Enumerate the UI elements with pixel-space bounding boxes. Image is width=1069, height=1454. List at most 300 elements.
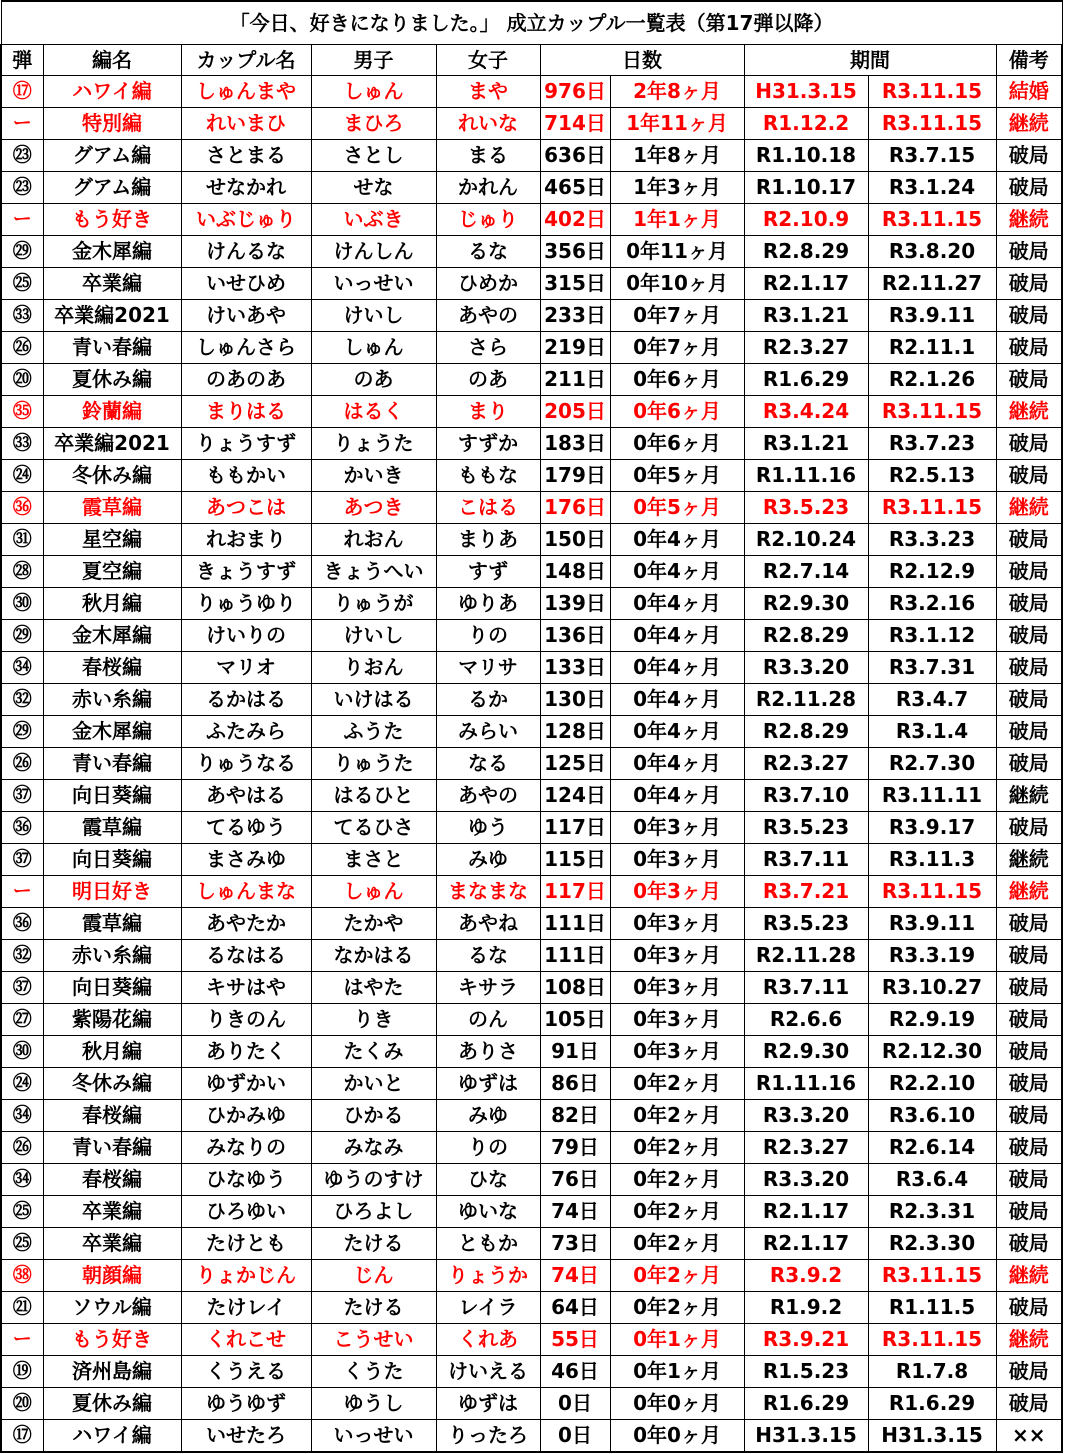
cell-days: 176日 bbox=[540, 492, 610, 524]
cell-span: 0年3ヶ月 bbox=[610, 876, 744, 908]
cell-end: R3.1.12 bbox=[868, 620, 996, 652]
cell-start: R3.3.20 bbox=[744, 652, 868, 684]
cell-start: R1.6.29 bbox=[744, 364, 868, 396]
cell-couple: たけとも bbox=[181, 1228, 311, 1260]
cell-hen: 冬休み編 bbox=[43, 1068, 181, 1100]
cell-hen: 夏休み編 bbox=[43, 1388, 181, 1420]
cell-girl: みゆ bbox=[436, 1100, 540, 1132]
cell-span: 0年4ヶ月 bbox=[610, 652, 744, 684]
cell-girl: まなまな bbox=[436, 876, 540, 908]
cell-notes: 破局 bbox=[996, 140, 1062, 172]
cell-notes: 破局 bbox=[996, 1068, 1062, 1100]
cell-dan: ㉕ bbox=[1, 268, 43, 300]
cell-boy: さとし bbox=[311, 140, 436, 172]
cell-span: 0年3ヶ月 bbox=[610, 940, 744, 972]
cell-span: 0年2ヶ月 bbox=[610, 1132, 744, 1164]
cell-couple: あやはる bbox=[181, 780, 311, 812]
cell-end: R3.11.15 bbox=[868, 204, 996, 236]
cell-notes: 破局 bbox=[996, 972, 1062, 1004]
cell-start: R2.11.28 bbox=[744, 940, 868, 972]
cell-start: R2.9.30 bbox=[744, 588, 868, 620]
table-row bbox=[1, 1100, 1062, 1132]
cell-hen: 青い春編 bbox=[43, 332, 181, 364]
cell-couple: ひかみゆ bbox=[181, 1100, 311, 1132]
cell-hen: 秋月編 bbox=[43, 588, 181, 620]
cell-notes: 継続 bbox=[996, 204, 1062, 236]
cell-start: R1.10.18 bbox=[744, 140, 868, 172]
cell-notes: 破局 bbox=[996, 908, 1062, 940]
cell-start: H31.3.15 bbox=[744, 1420, 868, 1453]
cell-couple: せなかれ bbox=[181, 172, 311, 204]
cell-boy: いけはる bbox=[311, 684, 436, 716]
header-girl: 女子 bbox=[436, 45, 540, 76]
cell-notes: 結婚 bbox=[996, 76, 1062, 108]
cell-start: R2.11.28 bbox=[744, 684, 868, 716]
cell-notes: 破局 bbox=[996, 716, 1062, 748]
cell-start: R2.10.9 bbox=[744, 204, 868, 236]
cell-hen: 青い春編 bbox=[43, 748, 181, 780]
cell-hen: 向日葵編 bbox=[43, 844, 181, 876]
cell-days: 74日 bbox=[540, 1260, 610, 1292]
cell-days: 356日 bbox=[540, 236, 610, 268]
header-days: 日数 bbox=[540, 45, 744, 76]
cell-days: 79日 bbox=[540, 1132, 610, 1164]
cell-span: 0年2ヶ月 bbox=[610, 1228, 744, 1260]
cell-hen: 青い春編 bbox=[43, 1132, 181, 1164]
cell-boy: てるひさ bbox=[311, 812, 436, 844]
table-row bbox=[1, 1228, 1062, 1260]
cell-girl: ゆりあ bbox=[436, 588, 540, 620]
cell-dan: ㉓ bbox=[1, 172, 43, 204]
cell-dan: ㉓ bbox=[1, 140, 43, 172]
cell-couple: るかはる bbox=[181, 684, 311, 716]
cell-notes: 破局 bbox=[996, 1100, 1062, 1132]
cell-notes: 破局 bbox=[996, 1356, 1062, 1388]
cell-span: 0年3ヶ月 bbox=[610, 1036, 744, 1068]
cell-boy: しゅん bbox=[311, 76, 436, 108]
cell-days: 55日 bbox=[540, 1324, 610, 1356]
table-row bbox=[1, 1292, 1062, 1324]
cell-couple: まりはる bbox=[181, 396, 311, 428]
table-row bbox=[1, 1260, 1062, 1292]
cell-span: 0年2ヶ月 bbox=[610, 1100, 744, 1132]
cell-couple: ひなゆう bbox=[181, 1164, 311, 1196]
cell-days: 130日 bbox=[540, 684, 610, 716]
cell-start: R2.9.30 bbox=[744, 1036, 868, 1068]
cell-dan: ⑰ bbox=[1, 76, 43, 108]
cell-end: R3.11.15 bbox=[868, 76, 996, 108]
table-row bbox=[1, 1196, 1062, 1228]
cell-hen: ハワイ編 bbox=[43, 76, 181, 108]
cell-start: R2.8.29 bbox=[744, 236, 868, 268]
cell-notes: 破局 bbox=[996, 1132, 1062, 1164]
table-row bbox=[1, 1164, 1062, 1196]
cell-girl: るか bbox=[436, 684, 540, 716]
cell-couple: けいりの bbox=[181, 620, 311, 652]
cell-boy: こうせい bbox=[311, 1324, 436, 1356]
cell-hen: 金木犀編 bbox=[43, 716, 181, 748]
cell-start: R1.6.29 bbox=[744, 1388, 868, 1420]
cell-couple: りょかじん bbox=[181, 1260, 311, 1292]
cell-dan: ㉞ bbox=[1, 652, 43, 684]
cell-dan: ⑲ bbox=[1, 1356, 43, 1388]
cell-dan: ー bbox=[1, 876, 43, 908]
cell-start: R1.11.16 bbox=[744, 1068, 868, 1100]
cell-girl: ももな bbox=[436, 460, 540, 492]
cell-hen: 春桜編 bbox=[43, 1164, 181, 1196]
cell-notes: 破局 bbox=[996, 588, 1062, 620]
cell-hen: 金木犀編 bbox=[43, 236, 181, 268]
cell-couple: けいあや bbox=[181, 300, 311, 332]
cell-boy: せな bbox=[311, 172, 436, 204]
cell-notes: 破局 bbox=[996, 812, 1062, 844]
cell-start: H31.3.15 bbox=[744, 76, 868, 108]
cell-span: 0年4ヶ月 bbox=[610, 748, 744, 780]
cell-dan: ㉞ bbox=[1, 1164, 43, 1196]
cell-days: 179日 bbox=[540, 460, 610, 492]
cell-days: 211日 bbox=[540, 364, 610, 396]
cell-notes: 継続 bbox=[996, 1324, 1062, 1356]
cell-end: R2.3.30 bbox=[868, 1228, 996, 1260]
cell-span: 0年3ヶ月 bbox=[610, 812, 744, 844]
cell-boy: りき bbox=[311, 1004, 436, 1036]
cell-boy: ひろよし bbox=[311, 1196, 436, 1228]
cell-span: 0年1ヶ月 bbox=[610, 1356, 744, 1388]
cell-start: R3.5.23 bbox=[744, 908, 868, 940]
cell-end: R3.9.11 bbox=[868, 908, 996, 940]
cell-couple: くれこせ bbox=[181, 1324, 311, 1356]
cell-days: 64日 bbox=[540, 1292, 610, 1324]
table-row bbox=[1, 1356, 1062, 1388]
cell-notes: 継続 bbox=[996, 396, 1062, 428]
table-row bbox=[1, 1132, 1062, 1164]
cell-span: 1年1ヶ月 bbox=[610, 204, 744, 236]
cell-boy: じん bbox=[311, 1260, 436, 1292]
table-title: 「今日、好きになりました。」 成立カップル一覧表（第17弾以降） bbox=[1, 1, 1062, 45]
cell-span: 0年6ヶ月 bbox=[610, 396, 744, 428]
cell-couple: いせたろ bbox=[181, 1420, 311, 1453]
cell-notes: ×× bbox=[996, 1420, 1062, 1453]
table-row bbox=[1, 844, 1062, 876]
cell-dan: ㉜ bbox=[1, 940, 43, 972]
cell-couple: キサはや bbox=[181, 972, 311, 1004]
cell-span: 1年8ヶ月 bbox=[610, 140, 744, 172]
cell-start: R1.5.23 bbox=[744, 1356, 868, 1388]
cell-span: 0年4ヶ月 bbox=[610, 780, 744, 812]
header-row bbox=[1, 45, 1062, 76]
table-row bbox=[1, 300, 1062, 332]
cell-dan: ㉙ bbox=[1, 236, 43, 268]
cell-hen: グアム編 bbox=[43, 172, 181, 204]
cell-girl: りったろ bbox=[436, 1420, 540, 1453]
cell-girl: あやの bbox=[436, 780, 540, 812]
cell-hen: 卒業編 bbox=[43, 268, 181, 300]
cell-notes: 破局 bbox=[996, 428, 1062, 460]
cell-couple: しゅんさら bbox=[181, 332, 311, 364]
table-row bbox=[1, 972, 1062, 1004]
cell-span: 0年5ヶ月 bbox=[610, 492, 744, 524]
cell-span: 0年2ヶ月 bbox=[610, 1292, 744, 1324]
table-row bbox=[1, 716, 1062, 748]
cell-boy: かいき bbox=[311, 460, 436, 492]
cell-span: 2年8ヶ月 bbox=[610, 76, 744, 108]
cell-end: R3.9.17 bbox=[868, 812, 996, 844]
cell-days: 91日 bbox=[540, 1036, 610, 1068]
cell-dan: ⑳ bbox=[1, 1388, 43, 1420]
cell-couple: ゆうゆず bbox=[181, 1388, 311, 1420]
cell-couple: ももかい bbox=[181, 460, 311, 492]
cell-hen: 春桜編 bbox=[43, 652, 181, 684]
cell-days: 219日 bbox=[540, 332, 610, 364]
cell-end: R3.7.31 bbox=[868, 652, 996, 684]
cell-start: R3.7.11 bbox=[744, 844, 868, 876]
cell-span: 0年3ヶ月 bbox=[610, 1004, 744, 1036]
cell-end: R2.2.10 bbox=[868, 1068, 996, 1100]
cell-hen: グアム編 bbox=[43, 140, 181, 172]
cell-hen: 秋月編 bbox=[43, 1036, 181, 1068]
cell-notes: 破局 bbox=[996, 332, 1062, 364]
cell-days: 0日 bbox=[540, 1420, 610, 1453]
cell-end: R3.11.11 bbox=[868, 780, 996, 812]
cell-dan: ㉕ bbox=[1, 1196, 43, 1228]
cell-girl: すず bbox=[436, 556, 540, 588]
cell-start: R3.9.2 bbox=[744, 1260, 868, 1292]
cell-span: 0年11ヶ月 bbox=[610, 236, 744, 268]
cell-end: R3.4.7 bbox=[868, 684, 996, 716]
cell-notes: 破局 bbox=[996, 524, 1062, 556]
cell-girl: まりあ bbox=[436, 524, 540, 556]
cell-dan: ー bbox=[1, 1324, 43, 1356]
cell-dan: ㉙ bbox=[1, 716, 43, 748]
cell-boy: ひかる bbox=[311, 1100, 436, 1132]
table-row bbox=[1, 876, 1062, 908]
cell-boy: たかや bbox=[311, 908, 436, 940]
cell-start: R3.3.20 bbox=[744, 1100, 868, 1132]
cell-hen: 向日葵編 bbox=[43, 972, 181, 1004]
cell-dan: ー bbox=[1, 204, 43, 236]
cell-girl: ひな bbox=[436, 1164, 540, 1196]
cell-boy: いっせい bbox=[311, 268, 436, 300]
cell-span: 0年10ヶ月 bbox=[610, 268, 744, 300]
cell-end: R2.11.1 bbox=[868, 332, 996, 364]
cell-notes: 破局 bbox=[996, 460, 1062, 492]
cell-boy: はるひと bbox=[311, 780, 436, 812]
cell-days: 128日 bbox=[540, 716, 610, 748]
cell-days: 111日 bbox=[540, 908, 610, 940]
cell-start: R2.3.27 bbox=[744, 748, 868, 780]
cell-start: R2.1.17 bbox=[744, 1228, 868, 1260]
cell-end: R2.6.14 bbox=[868, 1132, 996, 1164]
cell-hen: 霞草編 bbox=[43, 492, 181, 524]
cell-start: R1.10.17 bbox=[744, 172, 868, 204]
table-row bbox=[1, 1036, 1062, 1068]
cell-couple: ゆずかい bbox=[181, 1068, 311, 1100]
cell-days: 402日 bbox=[540, 204, 610, 236]
cell-girl: りょうか bbox=[436, 1260, 540, 1292]
cell-boy: たける bbox=[311, 1228, 436, 1260]
cell-days: 86日 bbox=[540, 1068, 610, 1100]
cell-hen: ハワイ編 bbox=[43, 1420, 181, 1453]
cell-boy: かいと bbox=[311, 1068, 436, 1100]
cell-days: 111日 bbox=[540, 940, 610, 972]
cell-girl: ひめか bbox=[436, 268, 540, 300]
cell-span: 0年1ヶ月 bbox=[610, 1324, 744, 1356]
table-row bbox=[1, 428, 1062, 460]
cell-boy: はるく bbox=[311, 396, 436, 428]
cell-days: 115日 bbox=[540, 844, 610, 876]
cell-days: 117日 bbox=[540, 812, 610, 844]
cell-days: 150日 bbox=[540, 524, 610, 556]
cell-days: 976日 bbox=[540, 76, 610, 108]
cell-couple: あつこは bbox=[181, 492, 311, 524]
cell-hen: 夏空編 bbox=[43, 556, 181, 588]
cell-boy: りょうた bbox=[311, 428, 436, 460]
cell-notes: 破局 bbox=[996, 1036, 1062, 1068]
cell-boy: りおん bbox=[311, 652, 436, 684]
cell-dan: ㉙ bbox=[1, 620, 43, 652]
table-row bbox=[1, 108, 1062, 140]
cell-girl: りの bbox=[436, 1132, 540, 1164]
cell-dan: ㉖ bbox=[1, 332, 43, 364]
cell-girl: すずか bbox=[436, 428, 540, 460]
cell-girl: ゆずは bbox=[436, 1068, 540, 1100]
cell-couple: くうえる bbox=[181, 1356, 311, 1388]
cell-end: R3.7.23 bbox=[868, 428, 996, 460]
cell-days: 315日 bbox=[540, 268, 610, 300]
cell-span: 0年4ヶ月 bbox=[610, 588, 744, 620]
cell-span: 0年2ヶ月 bbox=[610, 1068, 744, 1100]
cell-girl: さら bbox=[436, 332, 540, 364]
cell-couple: ひろゆい bbox=[181, 1196, 311, 1228]
cell-girl: まり bbox=[436, 396, 540, 428]
cell-dan: ㊲ bbox=[1, 972, 43, 1004]
cell-span: 0年6ヶ月 bbox=[610, 428, 744, 460]
cell-boy: くうた bbox=[311, 1356, 436, 1388]
cell-dan: ㊱ bbox=[1, 492, 43, 524]
cell-end: R3.11.15 bbox=[868, 876, 996, 908]
cell-notes: 破局 bbox=[996, 1196, 1062, 1228]
cell-couple: しゅんまな bbox=[181, 876, 311, 908]
cell-girl: りの bbox=[436, 620, 540, 652]
cell-notes: 破局 bbox=[996, 940, 1062, 972]
cell-hen: 卒業編2021 bbox=[43, 300, 181, 332]
header-hen: 編名 bbox=[43, 45, 181, 76]
cell-couple: ふたみら bbox=[181, 716, 311, 748]
cell-end: R3.11.15 bbox=[868, 108, 996, 140]
cell-end: R1.7.8 bbox=[868, 1356, 996, 1388]
cell-dan: ㉝ bbox=[1, 428, 43, 460]
cell-end: R2.3.31 bbox=[868, 1196, 996, 1228]
cell-boy: なかはる bbox=[311, 940, 436, 972]
cell-notes: 破局 bbox=[996, 1292, 1062, 1324]
cell-hen: 向日葵編 bbox=[43, 780, 181, 812]
cell-girl: まる bbox=[436, 140, 540, 172]
cell-couple: たけレイ bbox=[181, 1292, 311, 1324]
cell-days: 0日 bbox=[540, 1388, 610, 1420]
table-row bbox=[1, 1068, 1062, 1100]
table-row bbox=[1, 140, 1062, 172]
cell-girl: のあ bbox=[436, 364, 540, 396]
cell-dan: ㉗ bbox=[1, 1004, 43, 1036]
cell-dan: ㉞ bbox=[1, 1100, 43, 1132]
cell-couple: あやたか bbox=[181, 908, 311, 940]
cell-days: 183日 bbox=[540, 428, 610, 460]
cell-hen: 紫陽花編 bbox=[43, 1004, 181, 1036]
cell-end: R2.9.19 bbox=[868, 1004, 996, 1036]
cell-span: 0年3ヶ月 bbox=[610, 972, 744, 1004]
cell-boy: れおん bbox=[311, 524, 436, 556]
table-row bbox=[1, 652, 1062, 684]
cell-boy: しゅん bbox=[311, 332, 436, 364]
cell-hen: 夏休み編 bbox=[43, 364, 181, 396]
cell-end: R3.3.23 bbox=[868, 524, 996, 556]
cell-dan: ㉝ bbox=[1, 300, 43, 332]
cell-boy: まさと bbox=[311, 844, 436, 876]
cell-span: 0年4ヶ月 bbox=[610, 716, 744, 748]
cell-days: 205日 bbox=[540, 396, 610, 428]
cell-hen: 星空編 bbox=[43, 524, 181, 556]
cell-hen: もう好き bbox=[43, 204, 181, 236]
cell-boy: いぶき bbox=[311, 204, 436, 236]
cell-start: R2.3.27 bbox=[744, 1132, 868, 1164]
cell-couple: りゅうゆり bbox=[181, 588, 311, 620]
cell-girl: レイラ bbox=[436, 1292, 540, 1324]
cell-couple: マリオ bbox=[181, 652, 311, 684]
cell-notes: 破局 bbox=[996, 364, 1062, 396]
cell-days: 46日 bbox=[540, 1356, 610, 1388]
cell-days: 136日 bbox=[540, 620, 610, 652]
table-body bbox=[1, 76, 1062, 1453]
table-row bbox=[1, 76, 1062, 108]
cell-span: 0年4ヶ月 bbox=[610, 556, 744, 588]
cell-couple: しゅんまや bbox=[181, 76, 311, 108]
cell-span: 0年2ヶ月 bbox=[610, 1164, 744, 1196]
cell-end: R2.12.30 bbox=[868, 1036, 996, 1068]
cell-boy: あつき bbox=[311, 492, 436, 524]
header-couple: カップル名 bbox=[181, 45, 311, 76]
cell-girl: こはる bbox=[436, 492, 540, 524]
cell-boy: けんしん bbox=[311, 236, 436, 268]
table-row bbox=[1, 204, 1062, 236]
cell-girl: まや bbox=[436, 76, 540, 108]
cell-girl: くれあ bbox=[436, 1324, 540, 1356]
cell-hen: 赤い糸編 bbox=[43, 940, 181, 972]
cell-start: R2.10.24 bbox=[744, 524, 868, 556]
cell-notes: 破局 bbox=[996, 300, 1062, 332]
cell-dan: ⑰ bbox=[1, 1420, 43, 1453]
cell-end: R3.7.15 bbox=[868, 140, 996, 172]
table-row bbox=[1, 460, 1062, 492]
cell-start: R1.11.16 bbox=[744, 460, 868, 492]
cell-couple: るなはる bbox=[181, 940, 311, 972]
cell-dan: ー bbox=[1, 108, 43, 140]
cell-dan: ㊲ bbox=[1, 844, 43, 876]
cell-notes: 破局 bbox=[996, 556, 1062, 588]
cell-dan: ㉑ bbox=[1, 1292, 43, 1324]
cell-span: 0年7ヶ月 bbox=[610, 300, 744, 332]
cell-boy: しゅん bbox=[311, 876, 436, 908]
cell-hen: 卒業編 bbox=[43, 1228, 181, 1260]
cell-span: 0年6ヶ月 bbox=[610, 364, 744, 396]
cell-boy: たくみ bbox=[311, 1036, 436, 1068]
cell-end: R3.11.15 bbox=[868, 1260, 996, 1292]
cell-girl: ありさ bbox=[436, 1036, 540, 1068]
cell-end: R1.6.29 bbox=[868, 1388, 996, 1420]
cell-start: R3.5.23 bbox=[744, 812, 868, 844]
table-row bbox=[1, 1004, 1062, 1036]
cell-end: R1.11.5 bbox=[868, 1292, 996, 1324]
cell-span: 0年0ヶ月 bbox=[610, 1420, 744, 1453]
